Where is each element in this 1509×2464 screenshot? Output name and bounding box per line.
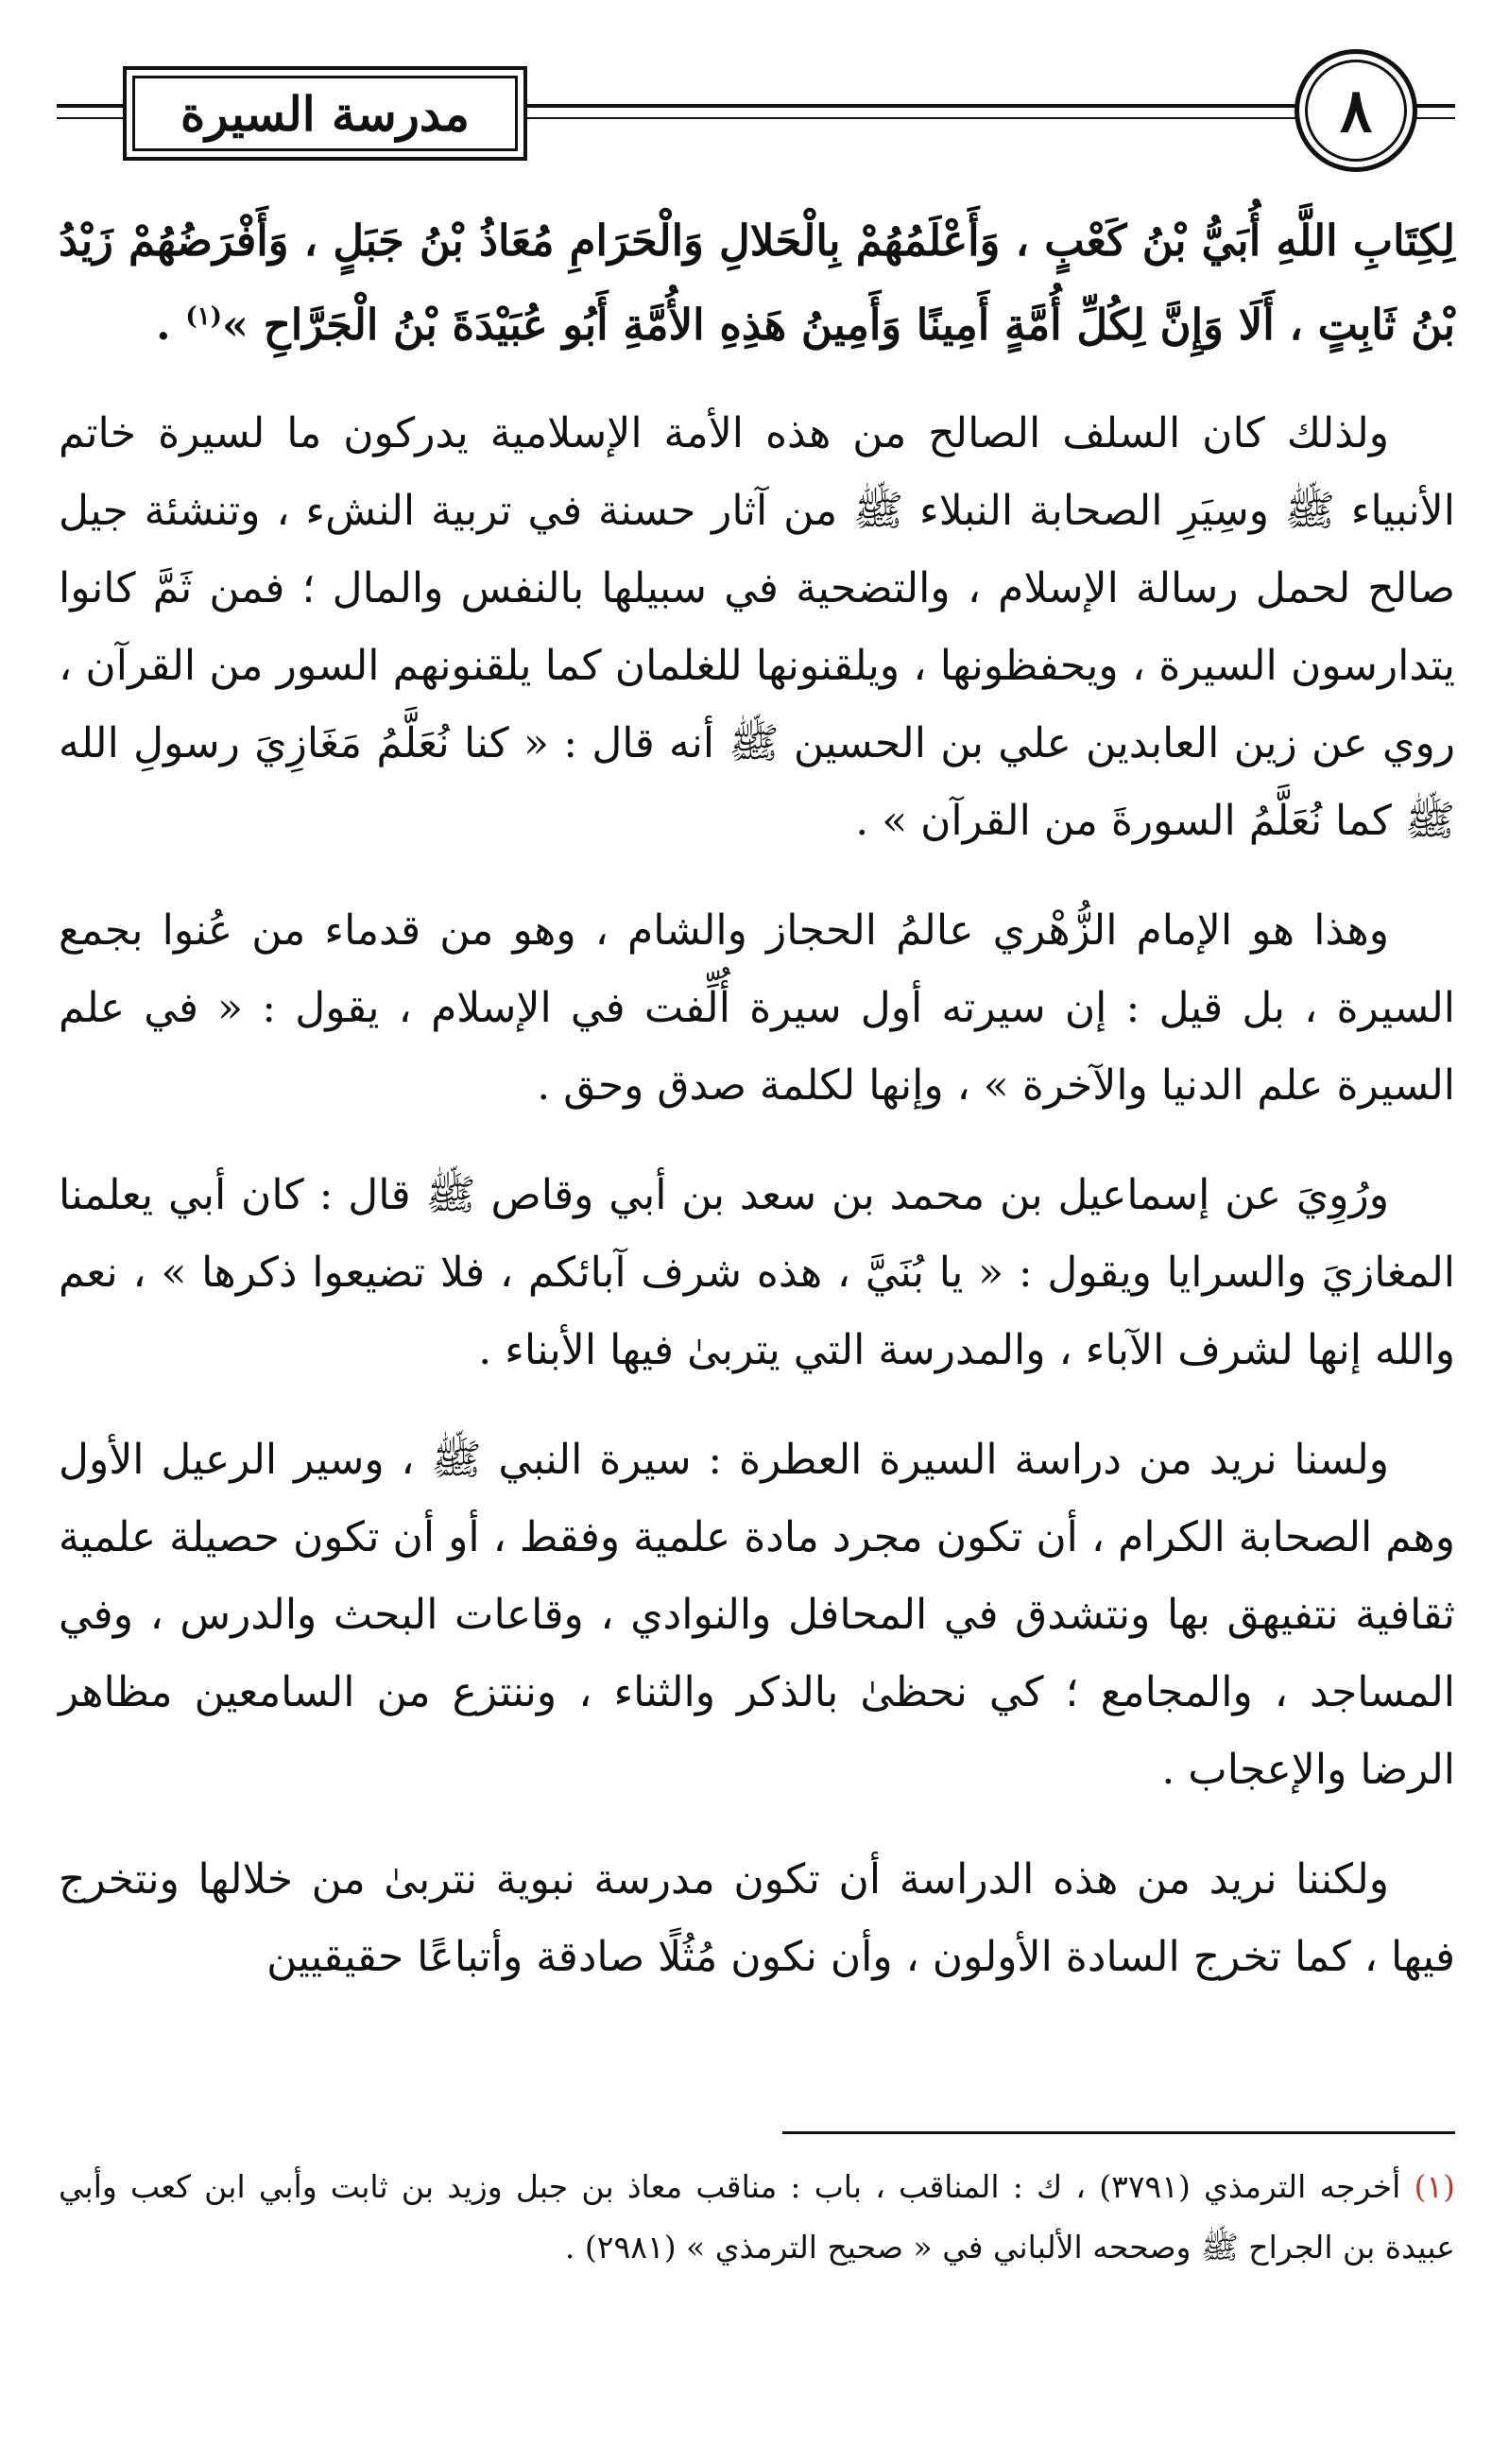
paragraph: ولكننا نريد من هذه الدراسة أن تكون مدرسة نبوية نتربىٰ من خلالها ونتخرج فيها ، كما تخرج السادة الأولون ، وأن نكون مُثُلًا صادقة وأتباعًا حقيقيين xyxy=(59,1855,1455,1981)
running-title-frame xyxy=(123,66,527,161)
page-header xyxy=(57,49,1455,181)
paragraph: وهذا هو الإمام الزُّهْري عالمُ الحجاز والشام ، وهو من قدماء من عُنوا بجمع السيرة ، بل قيل : إن سيرته أول سيرة أُلِّفت في الإسلام ، يقول : « في علم السيرة علم الدنيا والآخرة » ، وإنها لكلمة صدق وحق . xyxy=(59,906,1455,1110)
footnote xyxy=(59,2157,1455,2278)
opening-quote-end: . xyxy=(155,300,186,350)
footnotes xyxy=(59,2157,1455,2278)
running-title: مدرسة السيرة xyxy=(180,85,470,142)
main-text xyxy=(59,203,1455,1996)
paragraph: ولذلك كان السلف الصالح من هذه الأمة الإسلامية يدركون ما لسيرة خاتم الأنبياء ﷺ وسِيَرِ الصحابة النبلاء ﷺ من آثار حسنة في تربية النشء ، وتنشئة جيل صالح لحمل رسالة الإسلام ، والتضحية في سبيلها بالنفس والمال ؛ فمن ثَمَّ كانوا يتدارسون السيرة ، ويحفظونها ، ويلقنونها للغلمان كما يلقنونهم السور من القرآن ، روي عن زين العابدين علي بن الحسين ﷺ أنه قال : « كنا نُعَلَّمُ مَغَازِيَ رسولِ الله ﷺ كما نُعَلَّمُ السورةَ من القرآن » . xyxy=(59,409,1455,845)
footnote-ref: (١) xyxy=(185,302,222,331)
page-number: ٨ xyxy=(1339,75,1373,146)
opening-quote xyxy=(59,203,1455,363)
footnote-separator xyxy=(782,2131,1455,2134)
page-number-badge xyxy=(1295,49,1417,172)
opening-quote-text: لِكِتَابِ اللَّهِ أُبَيُّ بْنُ كَعْبٍ ، وَأَعْلَمُهُمْ بِالْحَلالِ وَالْحَرَامِ مُعَاذُ بْنُ جَبَلٍ ، وَأَفْرَضُهُمْ زَيْدُ بْنُ ثَابِتٍ ، أَلَا وَإِنَّ لِكُلِّ أُمَّةٍ أَمِينًا وَأَمِينُ هَذِهِ الأُمَّةِ أَبُو عُبَيْدَةَ بْنُ الْجَرَّاحِ » xyxy=(59,215,1455,350)
paragraph: ورُوِيَ عن إسماعيل بن محمد بن سعد بن أبي وقاص ﷺ قال : كان أبي يعلمنا المغازيَ والسرايا ويقول : « يا بُنَيَّ ، هذه شرف آبائكم ، فلا تضيعوا ذكرها » ، نعم والله إنها لشرف الآباء ، والمدرسة التي يتربىٰ فيها الأبناء . xyxy=(59,1171,1455,1374)
paragraph: ولسنا نريد من دراسة السيرة العطرة : سيرة النبي ﷺ ، وسير الرعيل الأول وهم الصحابة الكرام ، أن تكون مجرد مادة علمية وفقط ، أو أن تكون حصيلة علمية ثقافية نتفيهق بها ونتشدق في المحافل والنوادي ، وقاعات البحث والدرس ، وفي المساجد ، والمجامع ؛ كي نحظىٰ بالذكر والثناء ، وننتزع من السامعين مظاهر الرضا والإعجاب . xyxy=(59,1436,1455,1794)
footnote-mark: (١) xyxy=(1414,2168,1455,2205)
footnote-text: أخرجه الترمذي (٣٧٩١) ، ك : المناقب ، باب : مناقب معاذ بن جبل وزيد بن ثابت وأبي ابن كعب وأبي عبيدة بن الجراح ﷺ وصححه الألباني في « صحيح الترمذي » (٢٩٨١) . xyxy=(59,2168,1455,2266)
